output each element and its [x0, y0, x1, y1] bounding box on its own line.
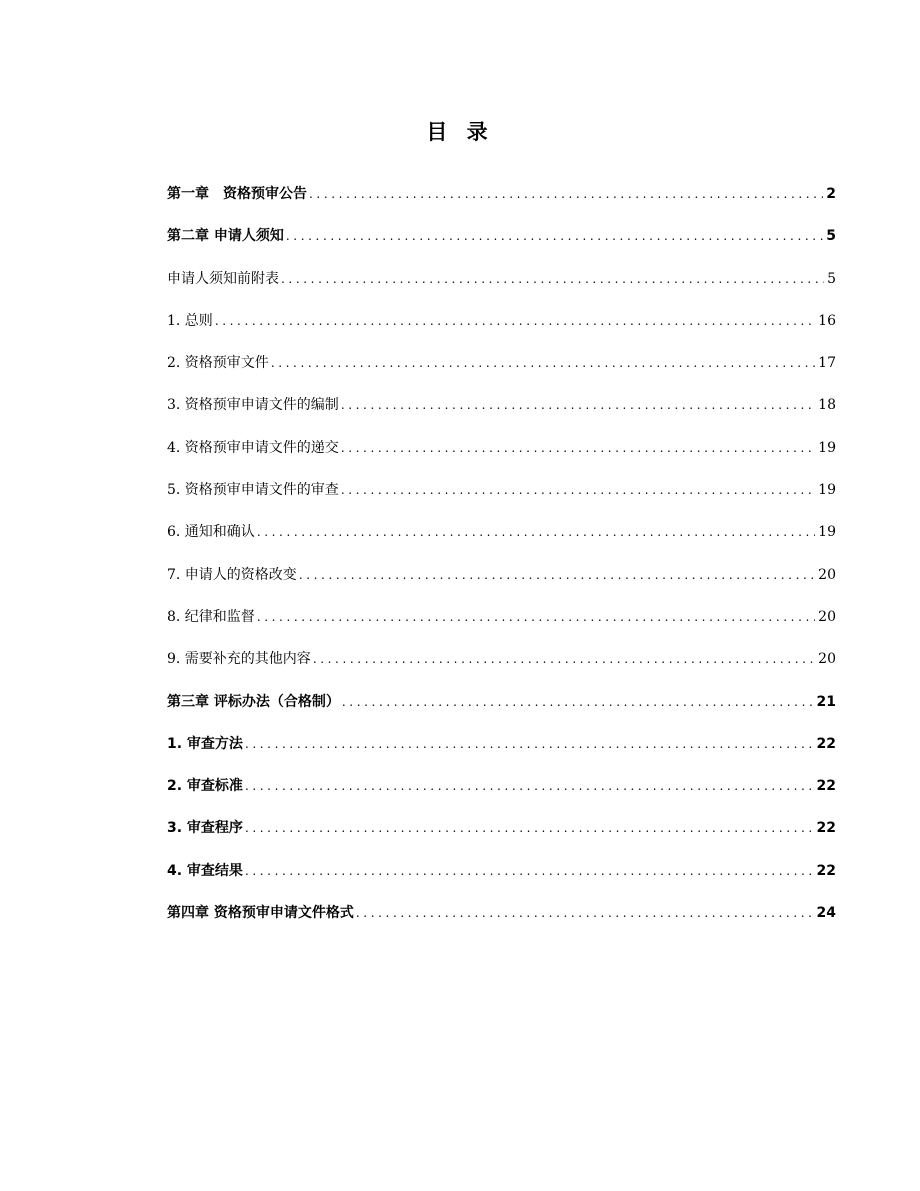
toc-entry[interactable]: [167, 850, 836, 892]
toc-entry[interactable]: [167, 596, 836, 638]
toc-leader-dots: [341, 427, 815, 469]
toc-entry[interactable]: [167, 469, 836, 511]
toc-entry[interactable]: [167, 258, 836, 300]
toc-entry[interactable]: [167, 342, 836, 384]
toc-leader-dots: [245, 850, 814, 892]
toc-entry-page: 22: [816, 735, 836, 752]
toc-entry-label: 9. 需要补充的其他内容: [167, 651, 311, 668]
toc-entry-label: 3. 资格预审申请文件的编制: [167, 397, 339, 414]
toc-entry-label: 第二章 申请人须知: [167, 228, 284, 245]
toc-leader-dots: [245, 765, 814, 807]
toc-entry-page: 20: [818, 651, 836, 668]
toc-leader-dots: [257, 511, 815, 553]
toc-entry[interactable]: [167, 427, 836, 469]
toc-leader-dots: [341, 384, 815, 426]
page-title: 目 录: [426, 120, 494, 144]
toc-entry-page: 19: [818, 482, 836, 499]
toc-leader-dots: [257, 596, 815, 638]
toc-leader-dots: [299, 554, 815, 596]
toc-entry-page: 18: [818, 397, 836, 414]
toc-entry-label: 4. 审查结果: [167, 862, 243, 879]
toc-leader-dots: [281, 258, 824, 300]
toc-entry-page: 22: [816, 862, 836, 879]
toc-entry-label: 4. 资格预审申请文件的递交: [167, 439, 339, 456]
toc-entry-page: 17: [818, 355, 836, 372]
toc-entry[interactable]: [167, 681, 836, 723]
toc-entry-label: 1. 审查方法: [167, 735, 243, 752]
toc-entry-label: 1. 总则: [167, 312, 213, 329]
toc-leader-dots: [245, 723, 814, 765]
toc-entry-label: 第四章 资格预审申请文件格式: [167, 905, 354, 922]
toc-entry-label: 2. 审查标准: [167, 778, 243, 795]
toc-entry-page: 2: [826, 186, 836, 202]
toc-entry-page: 22: [816, 820, 836, 837]
toc-entry-label: 第一章 资格预审公告: [167, 186, 307, 202]
toc-entry[interactable]: [167, 765, 836, 807]
toc-leader-dots: [309, 173, 823, 215]
toc-leader-dots: [215, 300, 815, 342]
toc-entry-label: 3. 审查程序: [167, 820, 243, 837]
toc-entry-label: 6. 通知和确认: [167, 524, 255, 541]
toc-entry-page: 22: [816, 778, 836, 795]
toc-entry-page: 5: [826, 228, 836, 245]
toc-entry-page: 19: [818, 439, 836, 456]
toc-leader-dots: [356, 892, 814, 934]
toc-entry-page: 5: [827, 270, 836, 287]
toc-entry[interactable]: [167, 554, 836, 596]
toc-leader-dots: [286, 215, 823, 257]
toc-leader-dots: [342, 681, 814, 723]
toc-entry-label: 第三章 评标办法（合格制）: [167, 693, 340, 710]
toc-entry-page: 20: [818, 566, 836, 583]
toc-entry[interactable]: [167, 723, 836, 765]
toc-entry[interactable]: [167, 511, 836, 553]
toc-entry-page: 16: [818, 312, 836, 329]
toc-entry[interactable]: [167, 638, 836, 680]
toc-entry[interactable]: [167, 300, 836, 342]
toc-entry-page: 24: [816, 905, 836, 922]
toc-entry-page: 19: [818, 524, 836, 541]
toc-entry[interactable]: [167, 384, 836, 426]
toc-entry-label: 2. 资格预审文件: [167, 355, 269, 372]
toc-leader-dots: [341, 469, 815, 511]
toc-entry[interactable]: [167, 173, 836, 215]
toc-leader-dots: [271, 342, 815, 384]
toc-entry-label: 申请人须知前附表: [167, 270, 279, 287]
toc-entry-page: 21: [816, 693, 836, 710]
toc-entry-label: 5. 资格预审申请文件的审查: [167, 482, 339, 499]
toc-entry-label: 8. 纪律和监督: [167, 608, 255, 625]
toc-entry-label: 7. 申请人的资格改变: [167, 566, 297, 583]
toc-entry[interactable]: [167, 215, 836, 257]
toc-entry-page: 20: [818, 608, 836, 625]
toc-leader-dots: [313, 638, 815, 680]
toc-entry[interactable]: [167, 892, 836, 934]
toc-leader-dots: [245, 807, 814, 849]
table-of-contents: [167, 173, 836, 934]
toc-entry[interactable]: [167, 807, 836, 849]
